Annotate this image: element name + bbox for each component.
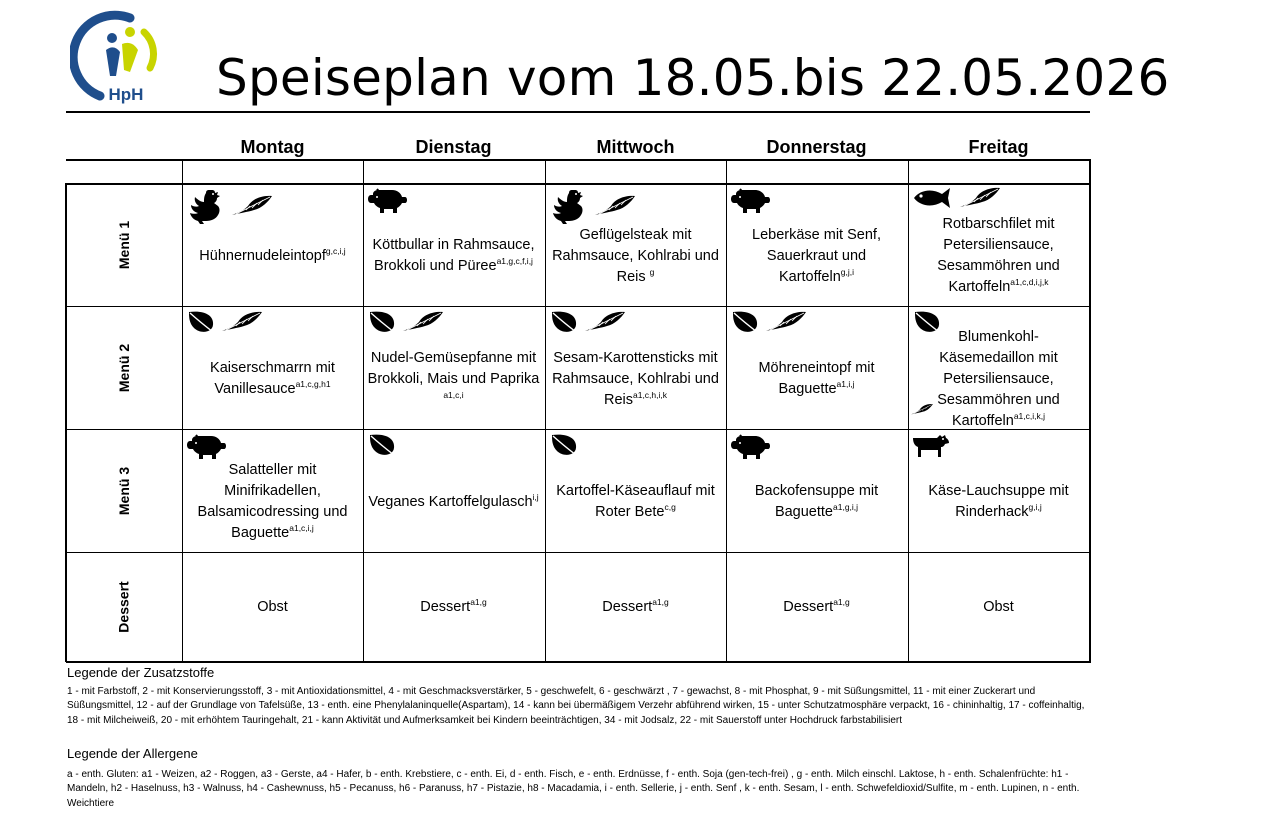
day-header-dienstag: Dienstag: [415, 137, 492, 157]
row-label-text: Menü 1: [115, 220, 132, 270]
dish-text: [186, 358, 359, 400]
allergen-codes: a1,i,j: [836, 379, 855, 389]
dish-name: Käse-Lauchsuppe mit Rinderhack: [928, 483, 1069, 520]
allergens-legend: [67, 746, 1097, 811]
dish-name: Dessert: [420, 598, 471, 615]
allergen-codes: a1,g: [652, 596, 669, 607]
dish-name: Dessert: [602, 598, 653, 615]
menu-cell: [182, 206, 363, 306]
dish-name: Geflügelsteak mit Rahmsauce, Kohlrabi und Reis: [552, 226, 719, 285]
dish-name: Leberkäse mit Senf, Sauerkraut und Kartoffeln: [752, 226, 881, 285]
allergen-codes: i,j: [532, 491, 539, 502]
dish-text: [730, 225, 903, 288]
dish-text: [367, 348, 540, 411]
dish-name: Salatteller mit Minifrikadellen, Balsamicodressing und Baguette: [197, 462, 348, 541]
dish-name: Obst: [257, 598, 288, 615]
dish-text: [730, 358, 903, 400]
menu-cell: [545, 452, 726, 552]
menu-cell: [908, 329, 1089, 429]
dish-name: Dessert: [783, 598, 834, 615]
allergen-codes: a1,c,i,j: [289, 523, 314, 533]
grid-line: [66, 159, 1091, 161]
dish-name: Backofensuppe mit Baguette: [754, 483, 879, 520]
menu-cell: [182, 553, 363, 661]
dish-text: [549, 348, 722, 411]
allergen-codes: g,c,i,j: [325, 245, 346, 256]
menu-cell: [726, 553, 907, 661]
dish-text: [186, 460, 359, 544]
menu-cell: [908, 553, 1089, 661]
allergens-legend-title: Legende der Allergene: [67, 746, 198, 761]
menu-cell: [908, 452, 1089, 552]
menu-cell: [363, 329, 544, 429]
dish-name: Sesam-Karottensticks mit Rahmsauce, Kohlrabi und Reis: [552, 349, 719, 408]
allergen-codes: a1,g: [833, 596, 850, 607]
allergen-codes: a1,c,h,i,k: [632, 389, 668, 400]
row-label: [66, 184, 182, 306]
allergen-codes: a1,g,i,j: [833, 502, 859, 512]
dish-text: [368, 492, 538, 513]
menu-cell: [545, 206, 726, 306]
menu-cell: [363, 452, 544, 552]
menu-cell: [363, 206, 544, 306]
allergens-legend-text: a - enth. Gluten: a1 - Weizen, a2 - Roggen, a3 - Gerste, a4 - Hafer, b - enth. Krebstiere, c - enth. Ei, d - enth. Fisch, e - enth. Erdnüsse, f - enth. Soja (gen-tech-frei) , g - enth. Milch einschl. Laktose, h - enth. Schalenfrüchte: h1 - Mandeln, h2 - Haselnuss, h3 - Walnuss, h4 - Cashewnuss, h5 - Pecanuss, h6 - Paranuss, h7 - Pistazie, h8 - Macadamia, i - enth. Sellerie, j - enth. Senf , k - enth. Sesam, l - enth. Schwefeldioxid/Sulfite, m - enth. Lupinen, n - enth. Weichtiere: [67, 769, 1080, 809]
dish-text: [549, 481, 722, 523]
dish-name: Veganes Kartoffelgulasch: [368, 493, 533, 510]
grid-line: [66, 306, 1091, 307]
allergen-codes: c,g: [664, 502, 676, 512]
dish-text: [912, 327, 1085, 432]
row-label: [66, 430, 182, 552]
page-title: Speiseplan vom 18.05.bis 22.05.2026: [216, 49, 1170, 107]
allergen-codes: g,j,i: [840, 266, 855, 277]
dish-name: Rotbarschfilet mit Petersiliensauce, Sesammöhren und Kartoffeln: [937, 216, 1060, 295]
allergen-codes: a1,c,d,i,j,k: [1010, 277, 1049, 287]
dish-text: [257, 597, 288, 618]
dish-text: [912, 481, 1085, 523]
menu-cell: [545, 553, 726, 661]
day-header-donnerstag: Donnerstag: [766, 137, 867, 157]
title-underline: [66, 111, 1090, 113]
dish-text: [549, 225, 722, 288]
row-label-text: Menü 3: [115, 466, 132, 516]
menu-cell: [363, 553, 544, 661]
grid-line: [66, 183, 1091, 185]
dish-text: [367, 235, 540, 277]
menu-cell: [182, 329, 363, 429]
allergen-codes: a1,c,g,h1: [295, 379, 331, 389]
day-header-mittwoch: Mittwoch: [596, 137, 675, 157]
logo-text: HpH: [108, 85, 144, 104]
dish-text: [783, 597, 850, 618]
dish-name: Hühnernudeleintopf: [199, 247, 326, 264]
grid-line: [1089, 159, 1091, 662]
allergen-codes: a1,g,c,f,i,j: [496, 256, 533, 266]
dish-name: Kaiserschmarrn mit Vanillesauce: [210, 360, 335, 397]
dish-text: [983, 597, 1014, 618]
menu-cell: [726, 206, 907, 306]
dish-name: Nudel-Gemüsepfanne mit Brokkoli, Mais und Paprika: [367, 349, 540, 387]
additives-legend-text: 1 - mit Farbstoff, 2 - mit Konservierungsstoff, 3 - mit Antioxidationsmittel, 4 - mit Geschmacksverstärker, 5 - geschwefelt, 6 - geschwärzt , 7 - gewachst, 8 - mit Phosphat, 9 - mit Süßungsmittel, 11 - mit einer Zuckerart und Süßungsmittel, 12 - auf der Grundlage von Tafelsüße, 13 - enth. eine Phenylalaninquelle(Aspartam), 14 - kann bei übermäßigem Verzehr abführend wirken, 15 - unter Schutzatmosphäre verpackt, 16 - chininhaltig, 17 - coffeinhaltig, 18 - mit Milcheiweiß, 20 - mit erhöhtem Tauringehalt, 21 - kann Aktivität und Aufmerksamkeit bei Kindern beeinträchtigen, 34 - mit Jodsalz, 22 - mit Sauerstoff unter Hochdruck farbstabilisiert: [67, 686, 1085, 726]
menu-cell: [726, 452, 907, 552]
day-header-freitag: Freitag: [968, 137, 1029, 157]
row-label-text: Dessert: [116, 581, 132, 633]
allergen-codes: a1,c,i,k,j: [1013, 410, 1045, 421]
menu-cell: [908, 206, 1089, 306]
dish-name: Kartoffel-Käseauflauf mit Roter Bete: [556, 483, 715, 520]
dish-name: Möhreneintopf mit Baguette: [758, 360, 875, 397]
day-header-montag: Montag: [240, 137, 305, 157]
dish-text: [199, 246, 345, 267]
dish-text: [912, 214, 1085, 298]
menu-cell: [182, 452, 363, 552]
hph-logo: [70, 10, 170, 106]
additives-legend: [67, 665, 1097, 728]
menu-cell: [726, 329, 907, 429]
dish-text: [602, 597, 669, 618]
row-label: [66, 553, 182, 661]
row-label-text: Menü 2: [115, 343, 132, 393]
dish-name: Blumenkohl-Käsemedaillon mit Petersiliensauce, Sesammöhren und Kartoffeln: [937, 328, 1060, 429]
dish-name: Köttbullar in Rahmsauce, Brokkoli und Püree: [372, 237, 535, 274]
dish-name: Obst: [983, 598, 1014, 615]
dish-text: [730, 481, 903, 523]
grid-line: [66, 661, 1091, 663]
row-label: [66, 307, 182, 429]
dish-text: [420, 597, 487, 618]
additives-legend-title: Legende der Zusatzstoffe: [67, 665, 215, 680]
allergen-codes: g,i,j: [1028, 502, 1042, 512]
allergen-codes: a1,g: [470, 596, 487, 607]
allergen-codes: a1,c,i: [443, 389, 464, 400]
menu-cell: [545, 329, 726, 429]
allergen-codes: g: [649, 266, 655, 277]
